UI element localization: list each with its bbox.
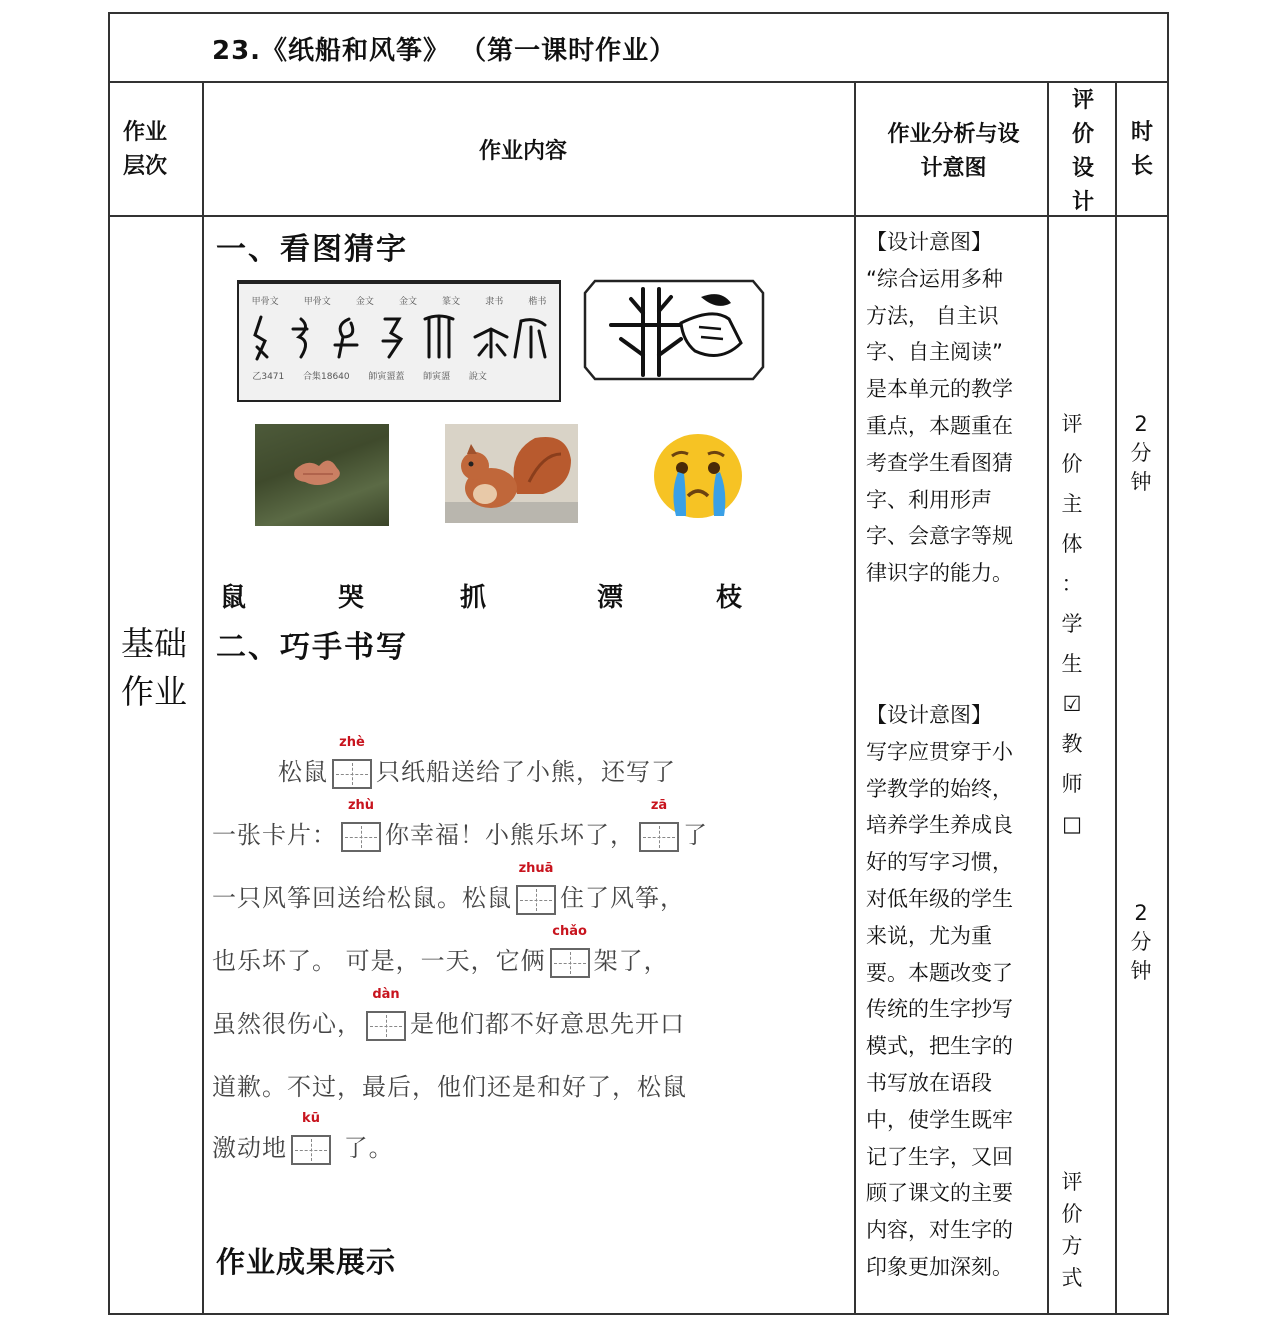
passage-line: 激动地 kū 了。 — [212, 1128, 394, 1165]
section1-heading: 一、看图猜字 — [216, 232, 408, 267]
row-label-basic: 基础 作业 — [121, 624, 187, 711]
header-content: 作业内容 — [479, 139, 568, 164]
passage-line: 也乐坏了。 可是，一天，它俩 chǎo 架了， — [212, 941, 669, 978]
writing-box[interactable]: dàn — [366, 1011, 406, 1041]
writing-box[interactable]: kū — [291, 1135, 331, 1165]
table-left-border — [108, 12, 110, 1315]
passage-line: 一只风筝回送给松鼠。松鼠 zhuā 住了风筝， — [212, 878, 685, 915]
design-intent-1: 【设计意图】 “综合运用多种 方法， 自主识 字、自主阅读” 是本单元的教学 重点，本题重在 考查学生看图猜 字、利用形声 字、会意字等规 律识字的能力。 — [866, 230, 1013, 586]
crying-face-emoji — [650, 430, 750, 522]
passage-line: 松鼠 zhè 只纸船送给了小熊，还写了 — [278, 752, 676, 789]
table-col-divider — [202, 81, 204, 1315]
design-intent-2: 【设计意图】 写字应贯穿于小 学教学的始终， 培养学生养成良 好的写字习惯， 对低年级的学生 来说，尤为重 要。本题改变了 传统的生字抄写 模式，把生字的 书写放在语段 中，使学生既牢 记了生字，又回 顾了课文的主要 内容，对生字的 印象更加深刻。 — [866, 703, 1013, 1279]
evaluation-subject: 评 价 主 体 ： 学 生 ☑ 教 师 □ — [1061, 412, 1083, 836]
table-col-divider — [1115, 81, 1117, 1315]
writing-box[interactable]: chǎo — [550, 948, 590, 978]
passage-line: 虽然很伤心， dàn 是他们都不好意思先开口 — [212, 1004, 685, 1041]
answer-char: 枝 — [716, 583, 743, 613]
section3-heading: 作业成果展示 — [216, 1245, 397, 1279]
floating-leaf-photo — [255, 424, 389, 526]
writing-box[interactable]: zhuā — [516, 885, 556, 915]
writing-box[interactable]: zā — [639, 822, 679, 852]
answer-char: 鼠 — [220, 583, 247, 613]
table-col-divider — [854, 81, 856, 1315]
header-level: 作业 层次 — [123, 120, 168, 179]
answer-char: 漂 — [597, 583, 624, 613]
answer-char: 哭 — [338, 583, 365, 613]
passage-line: 一张卡片： zhù 你幸福！小熊乐坏了， zā 了 — [212, 815, 708, 852]
passage-line: 道歉。不过，最后，他们还是和好了，松鼠 — [212, 1073, 687, 1101]
header-evaluation: 评 价 设 计 — [1071, 88, 1094, 215]
table-row-divider — [108, 81, 1169, 83]
writing-box[interactable]: zhù — [341, 822, 381, 852]
table-right-border — [1167, 12, 1169, 1315]
writing-box[interactable]: zhè — [332, 759, 372, 789]
hand-grabbing-branch-image — [581, 277, 767, 383]
page-title: 23.《纸船和风筝》 （第一课时作业） — [212, 36, 677, 66]
duration-1: 2 分 钟 — [1130, 412, 1152, 494]
table-row-divider — [108, 215, 1169, 217]
ancient-script-evolution-image: 甲骨文 甲骨文 金文 金文 篆文 隶书 楷书 乙3471 合集18640 師寅盨蓋 師寅盨 說文 — [237, 280, 561, 402]
duration-2: 2 分 钟 — [1130, 901, 1152, 983]
table-top-border — [108, 12, 1169, 14]
evaluation-method: 评 价 方 式 — [1061, 1170, 1083, 1290]
section2-heading: 二、巧手书写 — [216, 630, 408, 665]
answer-char: 抓 — [460, 583, 487, 613]
header-duration: 时 长 — [1130, 120, 1153, 179]
header-analysis: 作业分析与设 计意图 — [887, 122, 1020, 181]
table-bottom-border — [108, 1313, 1169, 1315]
table-col-divider — [1047, 81, 1049, 1315]
squirrel-picture — [445, 424, 578, 523]
